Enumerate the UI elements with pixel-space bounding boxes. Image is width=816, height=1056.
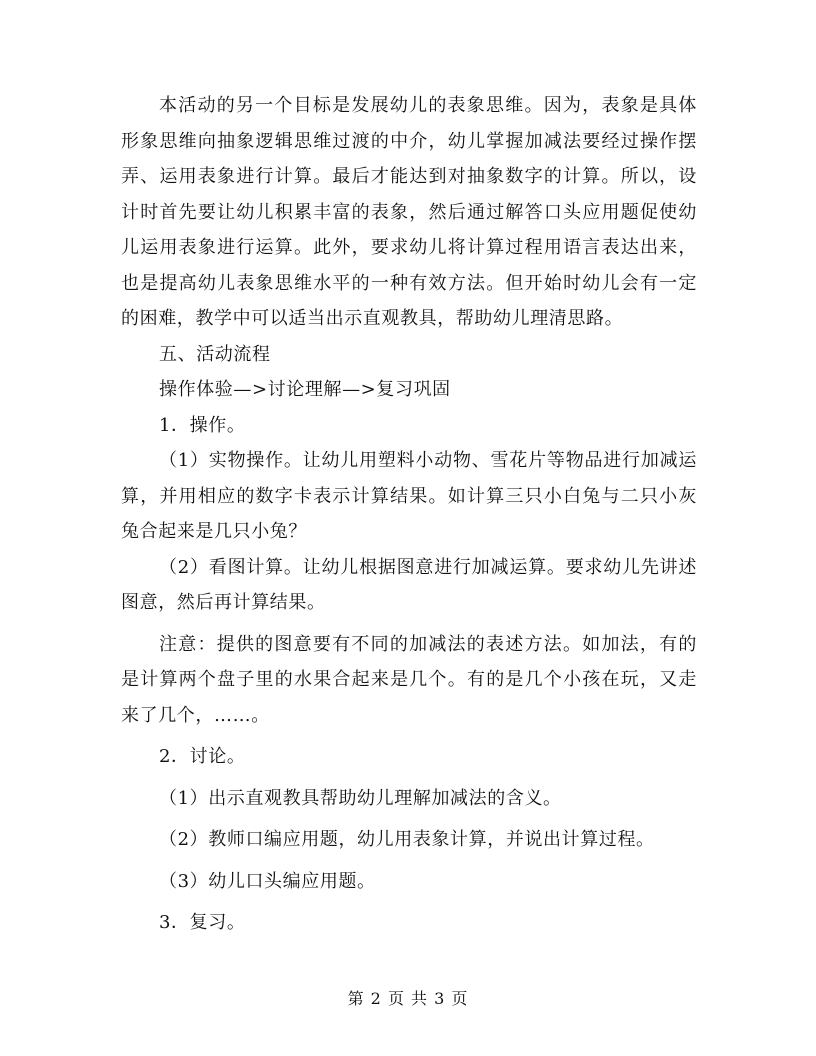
step1-item1: （1）实物操作。让幼儿用塑料小动物、雪花片等物品进行加减运算，并用相应的数字卡表示计算结果。如计算三只小白兔与二只小灰兔合起来是几只小兔？ — [121, 450, 697, 542]
step3-title: 3．复习。 — [159, 912, 246, 933]
step1-item2: （2）看图计算。让幼儿根据图意进行加减运算。要求幼儿先讲述图意，然后再计算结果。 — [121, 556, 697, 613]
section-title: 五、活动流程 — [159, 343, 271, 365]
note-paragraph: 注意：提供的图意要有不同的加减法的表述方法。如加法，有的是计算两个盘子里的水果合起来是几个。有的是几个小孩在玩，又走来了几个，……。 — [121, 633, 697, 726]
flow-line: 操作体验—>讨论理解—>复习巩固 — [159, 379, 451, 400]
intro-paragraph: 本活动的另一个目标是发展幼儿的表象思维。因为，表象是具体形象思维向抽象逻辑思维过渡的中介，幼儿掌握加减法要经过操作摆弄、运用表象进行计算。最后才能达到对抽象数字的计算。所以，设计时首先要让幼儿积累丰富的表象，然后通过解答口头应用题促使幼儿运用表象进行运算。此外，要求幼儿将计算过程用语言表达出来，也是提高幼儿表象思维水平的一种有效方法。但开始时幼儿会有一定的困难，教学中可以适当出示直观教具，帮助幼儿理清思路。 — [121, 95, 697, 329]
page-footer: 第 2 页 共 3 页 — [347, 989, 469, 1008]
step2-title: 2．讨论。 — [159, 746, 246, 767]
step2-item3: （3）幼儿口头编应用题。 — [159, 870, 376, 892]
document-body — [121, 88, 697, 941]
step2-item1: （1）出示直观教具帮助幼儿理解加减法的含义。 — [159, 787, 562, 809]
step1-title: 1．操作。 — [159, 414, 246, 436]
step2-item2: （2）教师口编应用题，幼儿用表象计算，并说出计算过程。 — [159, 829, 655, 850]
